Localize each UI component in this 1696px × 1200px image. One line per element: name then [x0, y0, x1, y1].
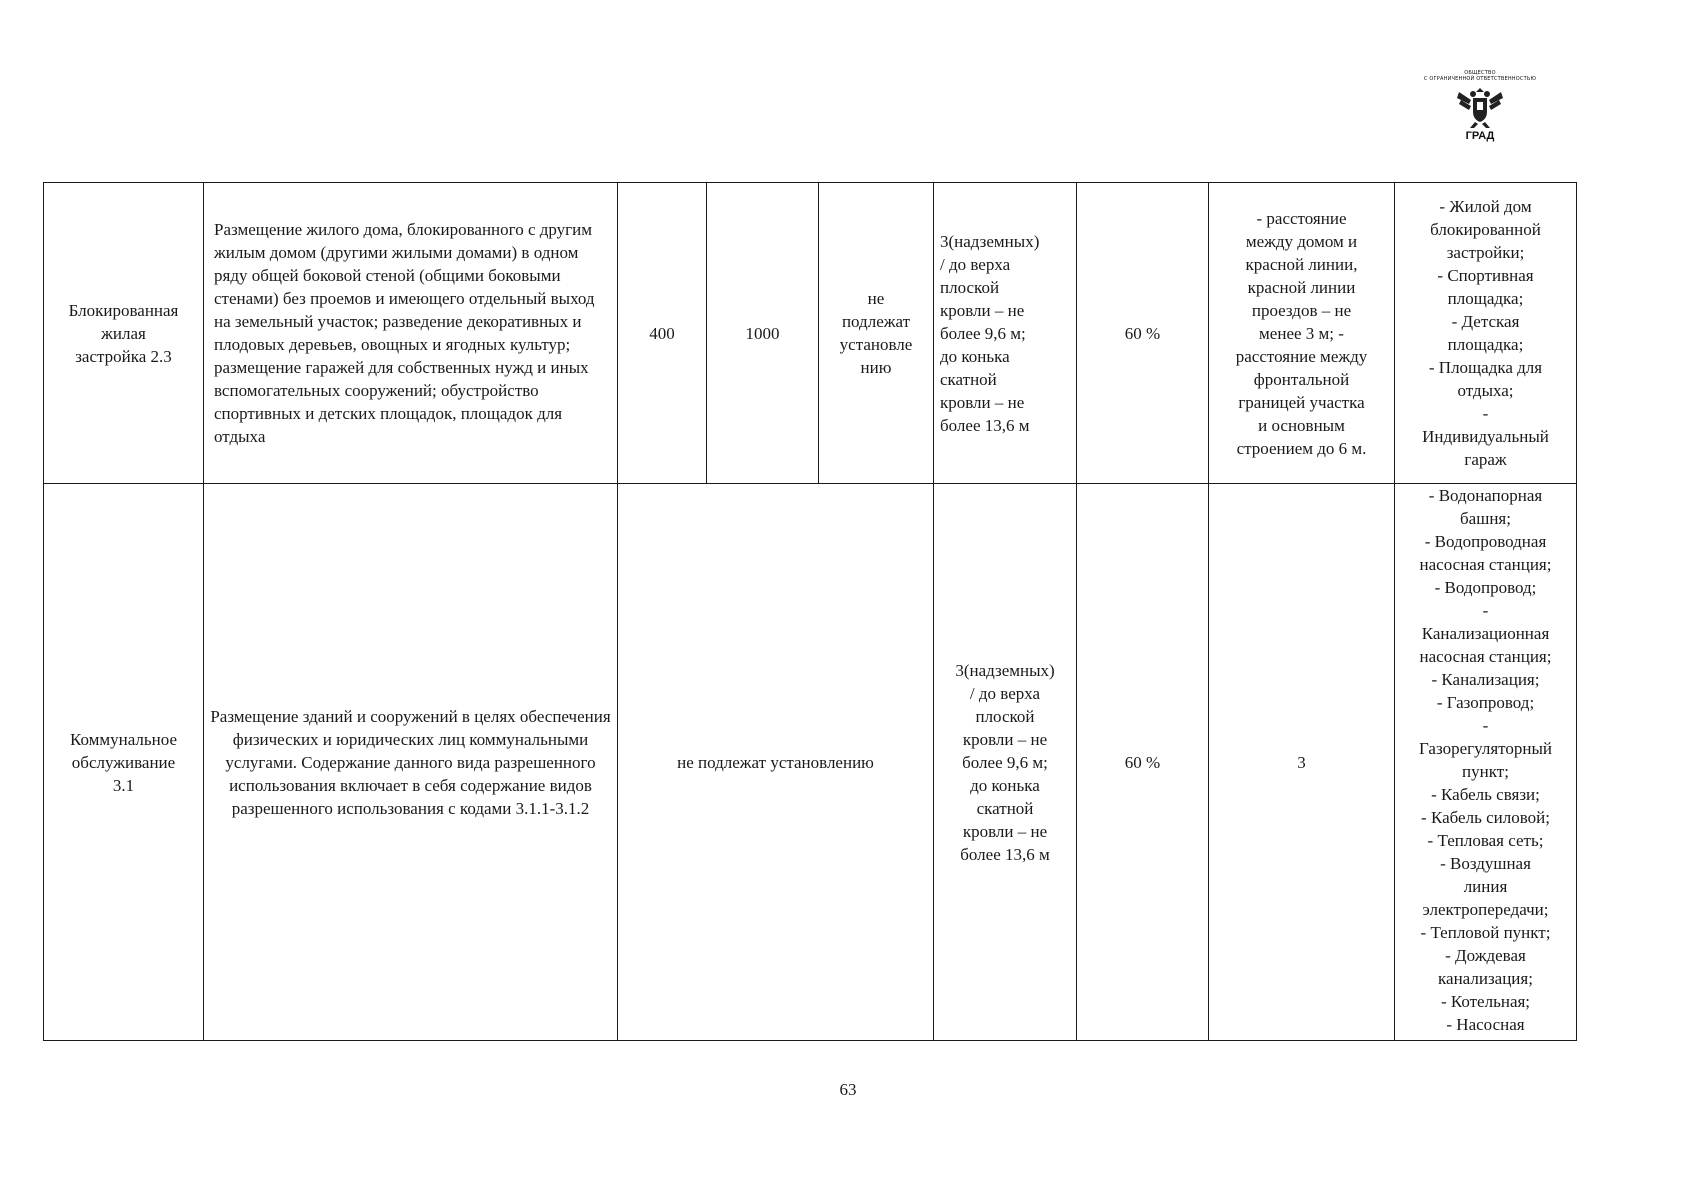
logo-brand-text: ГРАД	[1465, 130, 1495, 142]
company-logo	[1394, 70, 1566, 154]
building-coverage-cell: 60 %	[1077, 183, 1209, 484]
page-number: 63	[839, 1080, 857, 1099]
permitted-objects-list: - Водонапорная башня; - Водопроводная насосная станция; - Водопровод; - Канализационная насосная станция; - Канализация; - Газопровод; - Газорегуляторный пункт; - Кабель связи; - Кабель силовой; - Тепловая сеть; - Воздушная линия электропередачи; - Тепловой пункт; - Дождевая канализация; - Котельная; - Насосная	[1419, 486, 1552, 1034]
land-use-type-cell: Блокированная жилая застройка 2.3	[44, 183, 204, 484]
max-floors-height-cell: 3(надземных) / до верха плоской кровли – не более 9,6 м; до конька скатной кровли – не более 13,6 м	[934, 484, 1077, 1041]
setback-distance-cell: - расстояние между домом и красной линии, красной линии проездов – не менее 3 м; - расстояние между фронтальной границей участка и основным строением до 6 м.	[1209, 183, 1395, 484]
max-plot-area-cell: 1000	[707, 183, 819, 484]
zoning-regulations-table	[43, 182, 1577, 1041]
plot-parameters-merged-cell: не подлежат установлению	[618, 484, 934, 1041]
table-row	[44, 183, 1577, 484]
permitted-objects-cell	[1395, 183, 1577, 484]
eagle-emblem-icon	[1453, 82, 1507, 130]
permitted-objects-cell	[1395, 484, 1577, 1041]
plot-dimensions-cell: не подлежат установле нию	[819, 183, 934, 484]
building-coverage-cell: 60 %	[1077, 484, 1209, 1041]
max-floors-height-cell: 3(надземных) / до верха плоской кровли – не более 9,6 м; до конька скатной кровли – не более 13,6 м	[934, 183, 1077, 484]
logo-org-text: ОБЩЕСТВО С ОГРАНИЧЕННОЙ ОТВЕТСТВЕННОСТЬЮ	[1423, 70, 1537, 82]
setback-distance-cell: 3	[1209, 484, 1395, 1041]
min-plot-area-cell: 400	[618, 183, 707, 484]
land-use-type-cell: Коммунальное обслуживание 3.1	[44, 484, 204, 1041]
table-row	[44, 484, 1577, 1041]
land-use-description-cell: Размещение жилого дома, блокированного с другим жилым домом (другими жилыми домами) в одном ряду общей боковой стеной (общими боковыми стенами) без проемов и имеющего отдельный выход на земельный участок; разведение декоративных и плодовых деревьев, овощных и ягодных культур; размещение гаражей для собственных нужд и иных вспомогательных сооружений; обустройство спортивных и детских площадок, площадок для отдыха	[204, 183, 618, 484]
permitted-objects-list: - Жилой дом блокированной застройки; - Спортивная площадка; - Детская площадка; - Площадка для отдыха; - Индивидуальный гараж	[1422, 197, 1549, 469]
land-use-description-cell: Размещение зданий и сооружений в целях обеспечения физических и юридических лиц коммунальными услугами. Содержание данного вида разрешенного использования включает в себя содержание видов разрешенного использования с кодами 3.1.1-3.1.2	[204, 484, 618, 1041]
